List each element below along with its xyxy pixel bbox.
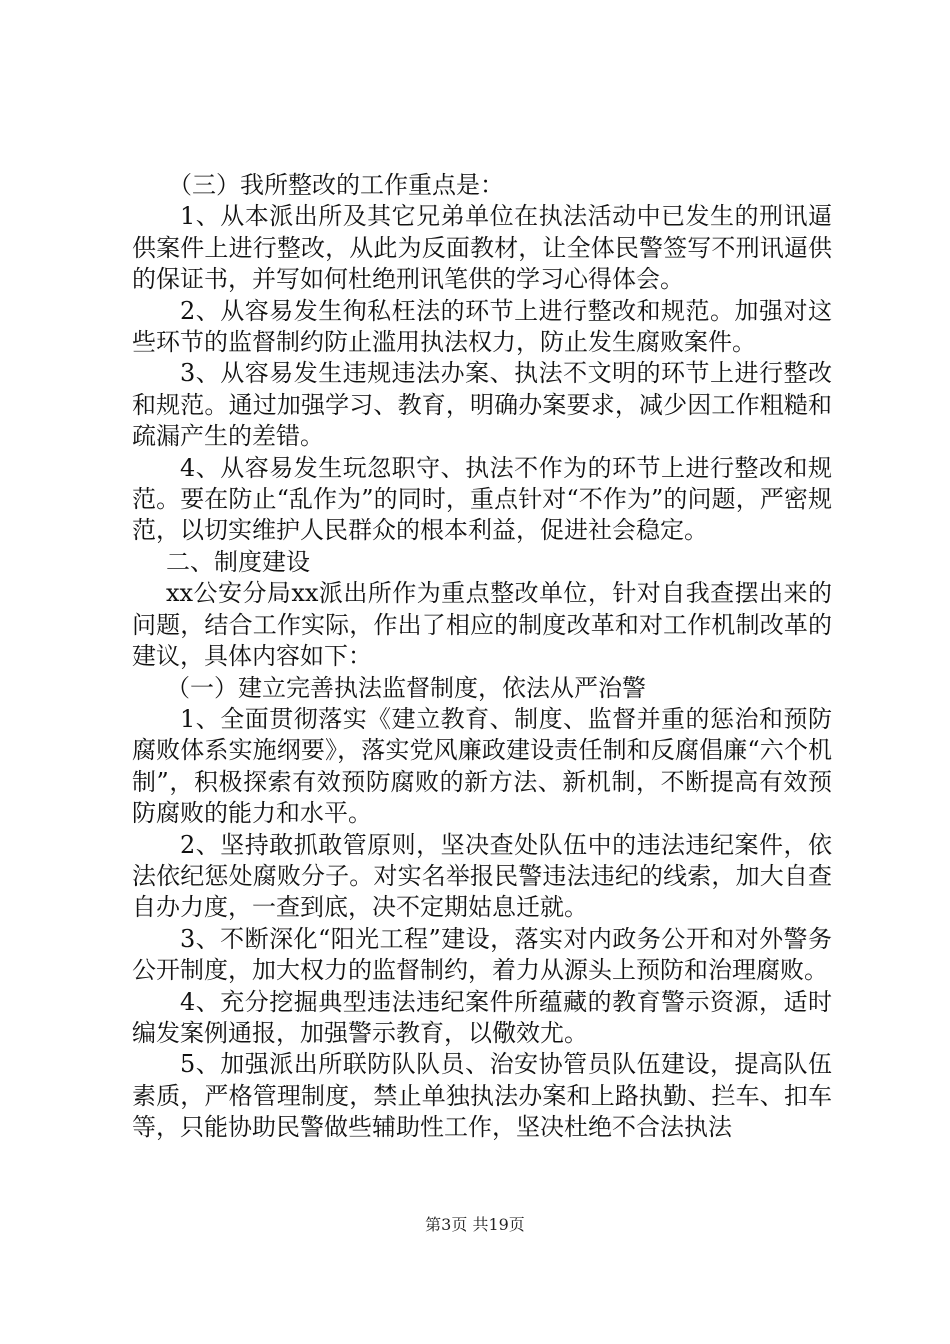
subheading-work-focus: （三）我所整改的工作重点是： (168, 171, 504, 199)
paragraph-item-4: 4、从容易发生玩忽职守、执法不作为的环节上进行整改和规范。要在防止“乱作为”的同时，重点针对“不作为”的问题，严密规范，以切实维护人民群众的根本利益，促进社会稳定。 (132, 453, 832, 545)
paragraph-measure-4: 4、充分挖掘典型违法违纪案件所蕴藏的教育警示资源，适时编发案例通报，加强警示教育，以儆效尤。 (132, 987, 832, 1047)
page-footer: 第3页 共19页 (425, 1215, 525, 1234)
paragraph-intro: xx公安分局xx派出所作为重点整改单位，针对自我查摆出来的问题，结合工作实际，作出了相应的制度改革和对工作机制改革的建议，具体内容如下： (132, 579, 832, 671)
paragraph-measure-2: 2、坚持敢抓敢管原则，坚决查处队伍中的违法违纪案件，依法依纪惩处腐败分子。对实名举报民警违法违纪的线索，加大自查自办力度，一查到底，决不定期姑息迁就。 (132, 830, 832, 922)
paragraph-item-2: 2、从容易发生徇私枉法的环节上进行整改和规范。加强对这些环节的监督制约防止滥用执法权力，防止发生腐败案件。 (132, 296, 832, 357)
document-body (132, 170, 832, 1144)
section-heading-system-building: 二、制度建设 (166, 547, 310, 576)
paragraph-item-3: 3、从容易发生违规违法办案、执法不文明的环节上进行整改和规范。通过加强学习、教育，明确办案要求，减少因工作粗糙和疏漏产生的差错。 (132, 359, 832, 451)
paragraph-measure-5: 5、加强派出所联防队队员、治安协管员队伍建设，提高队伍素质，严格管理制度，禁止单独执法办案和上路执勤、拦车、扣车等，只能协助民警做些辅助性工作，坚决杜绝不合法执法 (132, 1050, 832, 1142)
subheading-supervision-system: （一）建立完善执法监督制度，依法从严治警 (166, 673, 646, 702)
paragraph-item-1: 1、从本派出所及其它兄弟单位在执法活动中已发生的刑讯逼供案件上进行整改，从此为反面教材，让全体民警签写不刑讯逼供的保证书，并写如何杜绝刑讯笔供的学习心得体会。 (132, 202, 832, 294)
paragraph-measure-3: 3、不断深化“阳光工程”建设，落实对内政务公开和对外警务公开制度，加大权力的监督制约，着力从源头上预防和治理腐败。 (132, 924, 832, 985)
paragraph-measure-1: 1、全面贯彻落实《建立教育、制度、监督并重的惩治和预防腐败体系实施纲要》，落实党风廉政建设责任制和反腐倡廉“六个机制”，积极探索有效预防腐败的新方法、新机制，不断提高有效预防腐败的能力和水平。 (132, 704, 832, 828)
